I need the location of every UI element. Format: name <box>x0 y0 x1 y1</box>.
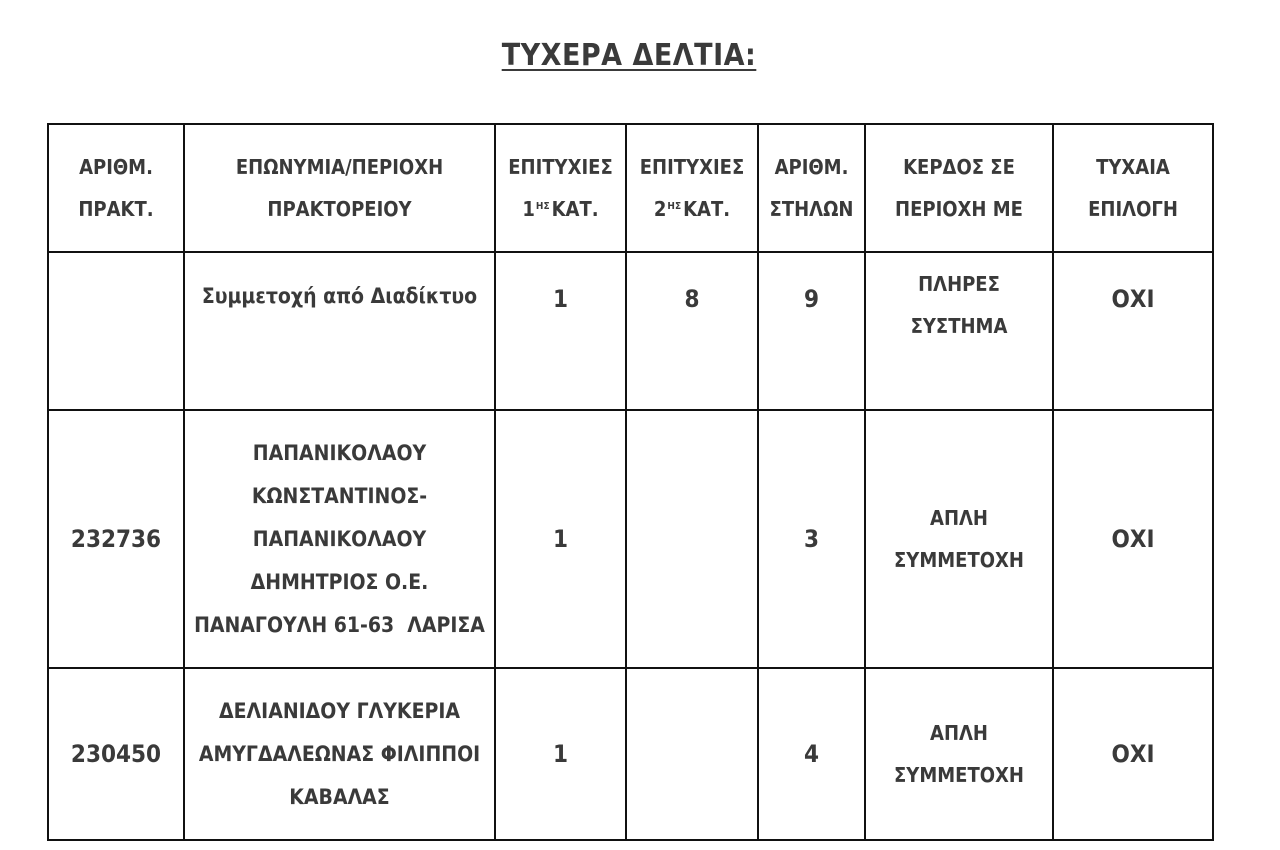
cell-epityxies-2: 8 <box>626 252 758 410</box>
cell-epityxies-1: 1 <box>495 668 626 840</box>
table-row <box>48 668 1213 840</box>
page-title: ΤΥΧΕΡΑ ΔΕΛΤΙΑ: <box>501 38 757 73</box>
header-row <box>48 124 1213 252</box>
cell-epityxies-2 <box>626 410 758 668</box>
header-kerdos: ΚΕΡΔΟΣ ΣΕ ΠΕΡΙΟΧΗ ΜΕ <box>865 124 1053 252</box>
cell-tyxaia: ΟΧΙ <box>1053 252 1213 410</box>
cell-tyxaia: ΟΧΙ <box>1053 668 1213 840</box>
cell-tyxaia: ΟΧΙ <box>1053 410 1213 668</box>
header-tyxaia-epilogi: ΤΥΧΑΙΑ ΕΠΙΛΟΓΗ <box>1053 124 1213 252</box>
cell-epityxies-2 <box>626 668 758 840</box>
cell-prakt <box>48 252 184 410</box>
cell-stiles: 4 <box>758 668 865 840</box>
table-row <box>48 252 1213 410</box>
winning-tickets-table <box>47 123 1214 841</box>
cell-prakt: 230450 <box>48 668 184 840</box>
cell-epityxies-1: 1 <box>495 410 626 668</box>
header-epityxies-1: ΕΠΙΤΥΧΙΕΣ $1^{H\Sigma}$ ΚΑΤ. <box>495 124 626 252</box>
header-epityxies-2: ΕΠΙΤΥΧΙΕΣ $2^{H\Sigma}$ ΚΑΤ. <box>626 124 758 252</box>
cell-eponymia: ΠΑΠΑΝΙΚΟΛΑΟΥ ΚΩΝΣΤΑΝΤΙΝΟΣ- ΠΑΠΑΝΙΚΟΛΑΟΥ ΔΗΜΗΤΡΙΟΣ Ο.Ε. ΠΑΝΑΓΟΥΛΗ 61-63 ΛΑΡΙΣΑ <box>184 410 495 668</box>
header-arithm-stilon: ΑΡΙΘΜ. ΣΤΗΛΩΝ <box>758 124 865 252</box>
cell-epityxies-1: 1 <box>495 252 626 410</box>
cell-kerdos: ΑΠΛΗ ΣΥΜΜΕΤΟΧΗ <box>865 410 1053 668</box>
header-arithm-prakt: ΑΡΙΘΜ. ΠΡΑΚΤ. <box>48 124 184 252</box>
cell-stiles: 9 <box>758 252 865 410</box>
cell-prakt: 232736 <box>48 410 184 668</box>
cell-eponymia: ΔΕΛΙΑΝΙΔΟΥ ΓΛΥΚΕΡΙΑ ΑΜΥΓΔΑΛΕΩΝΑΣ ΦΙΛΙΠΠΟΙ ΚΑΒΑΛΑΣ <box>184 668 495 840</box>
cell-eponymia: Συμμετοχή από Διαδίκτυο <box>184 252 495 410</box>
table-row <box>48 410 1213 668</box>
cell-kerdos: ΑΠΛΗ ΣΥΜΜΕΤΟΧΗ <box>865 668 1053 840</box>
cell-stiles: 3 <box>758 410 865 668</box>
header-eponymia: ΕΠΩΝΥΜΙΑ/ΠΕΡΙΟΧΗ ΠΡΑΚΤΟΡΕΙΟΥ <box>184 124 495 252</box>
cell-kerdos: ΠΛΗΡΕΣ ΣΥΣΤΗΜΑ <box>865 252 1053 410</box>
